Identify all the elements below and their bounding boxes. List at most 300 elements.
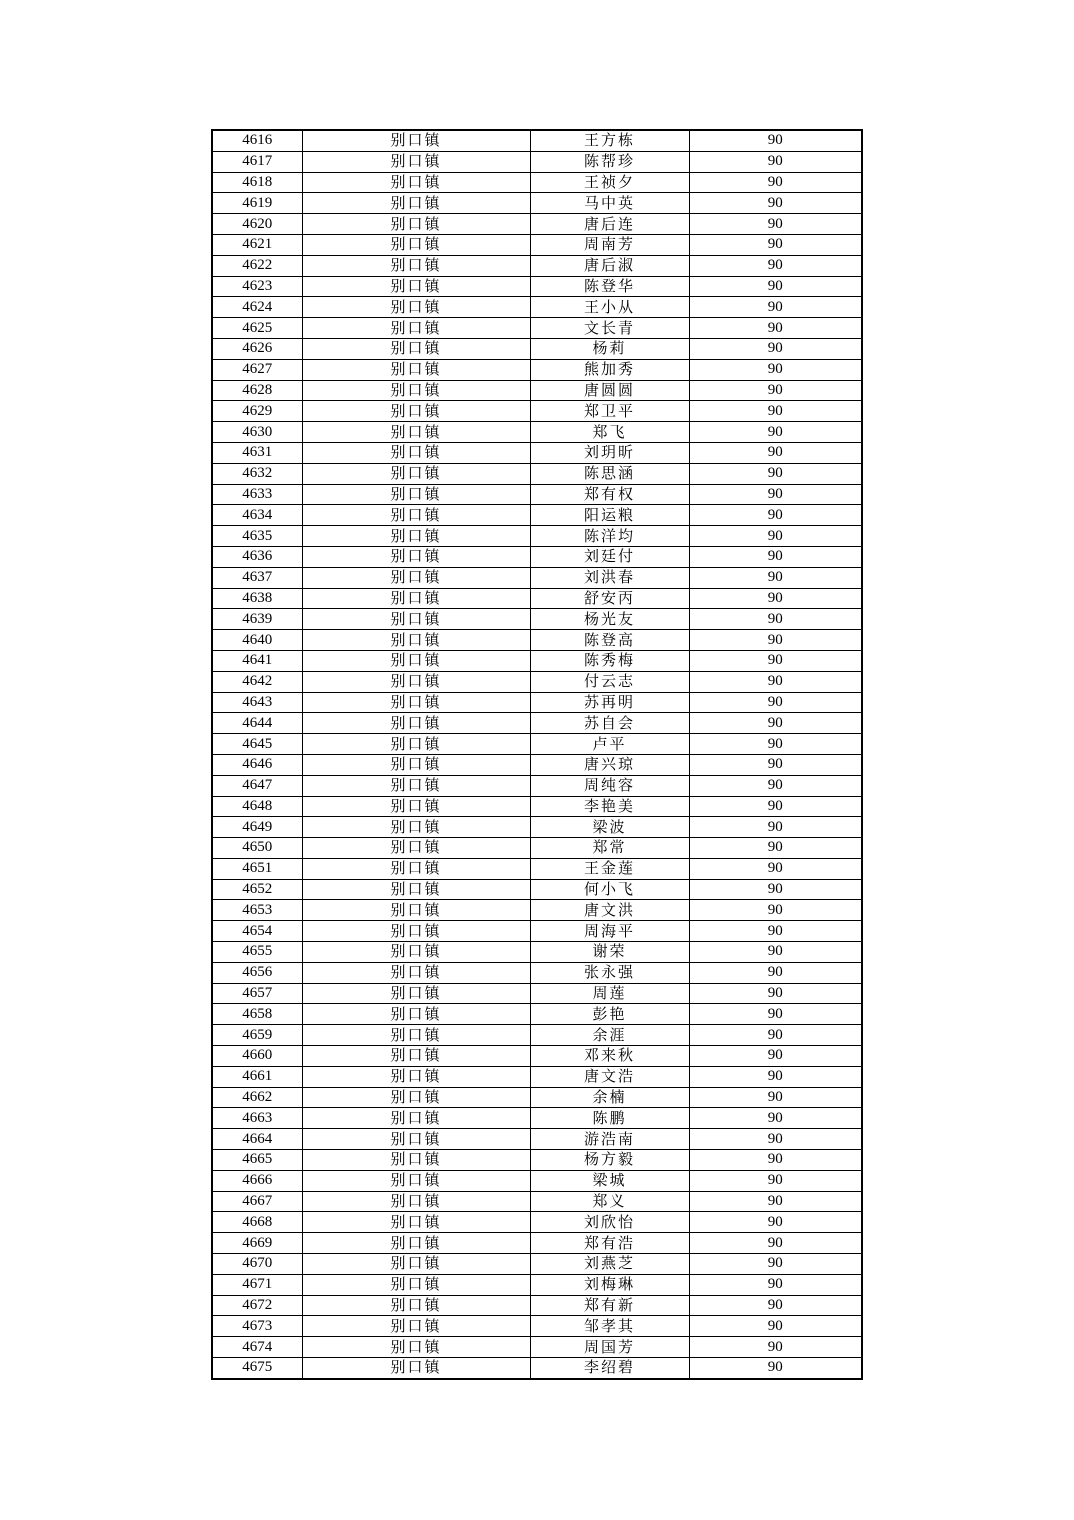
- town-cell: 别口镇: [302, 1316, 530, 1337]
- town-cell: 别口镇: [302, 1129, 530, 1150]
- town-cell: 别口镇: [302, 817, 530, 838]
- row-number-cell: 4665: [212, 1150, 302, 1171]
- row-number-cell: 4662: [212, 1087, 302, 1108]
- name-cell: 唐后连: [530, 214, 689, 235]
- roster-table: [211, 129, 863, 1380]
- name-cell: 刘洪春: [530, 567, 689, 588]
- row-number-cell: 4644: [212, 713, 302, 734]
- row-number-cell: 4622: [212, 255, 302, 276]
- table-row: [212, 942, 862, 963]
- town-cell: 别口镇: [302, 1066, 530, 1087]
- table-row: [212, 1358, 862, 1379]
- name-cell: 刘廷付: [530, 546, 689, 567]
- table-row: [212, 650, 862, 671]
- name-cell: 付云志: [530, 671, 689, 692]
- row-number-cell: 4637: [212, 567, 302, 588]
- name-cell: 郑义: [530, 1191, 689, 1212]
- row-number-cell: 4655: [212, 942, 302, 963]
- table-row: [212, 817, 862, 838]
- score-cell: 90: [689, 526, 862, 547]
- town-cell: 别口镇: [302, 754, 530, 775]
- row-number-cell: 4653: [212, 900, 302, 921]
- table-row: [212, 754, 862, 775]
- town-cell: 别口镇: [302, 401, 530, 422]
- town-cell: 别口镇: [302, 1254, 530, 1275]
- row-number-cell: 4648: [212, 796, 302, 817]
- name-cell: 陈鹏: [530, 1108, 689, 1129]
- row-number-cell: 4646: [212, 754, 302, 775]
- town-cell: 别口镇: [302, 1233, 530, 1254]
- row-number-cell: 4623: [212, 276, 302, 297]
- name-cell: 李艳美: [530, 796, 689, 817]
- town-cell: 别口镇: [302, 942, 530, 963]
- table-row: [212, 796, 862, 817]
- score-cell: 90: [689, 422, 862, 443]
- table-row: [212, 838, 862, 859]
- score-cell: 90: [689, 900, 862, 921]
- table-row: [212, 588, 862, 609]
- table-row: [212, 151, 862, 172]
- table-row: [212, 1170, 862, 1191]
- name-cell: 陈秀梅: [530, 650, 689, 671]
- score-cell: 90: [689, 609, 862, 630]
- row-number-cell: 4657: [212, 983, 302, 1004]
- town-cell: 别口镇: [302, 1108, 530, 1129]
- row-number-cell: 4626: [212, 338, 302, 359]
- name-cell: 郑常: [530, 838, 689, 859]
- table-row: [212, 526, 862, 547]
- town-cell: 别口镇: [302, 526, 530, 547]
- town-cell: 别口镇: [302, 338, 530, 359]
- score-cell: 90: [689, 401, 862, 422]
- row-number-cell: 4675: [212, 1358, 302, 1379]
- row-number-cell: 4636: [212, 546, 302, 567]
- town-cell: 别口镇: [302, 796, 530, 817]
- score-cell: 90: [689, 380, 862, 401]
- name-cell: 刘梅琳: [530, 1274, 689, 1295]
- name-cell: 郑有权: [530, 484, 689, 505]
- row-number-cell: 4669: [212, 1233, 302, 1254]
- row-number-cell: 4631: [212, 442, 302, 463]
- town-cell: 别口镇: [302, 130, 530, 151]
- name-cell: 周南芳: [530, 234, 689, 255]
- town-cell: 别口镇: [302, 546, 530, 567]
- score-cell: 90: [689, 1129, 862, 1150]
- town-cell: 别口镇: [302, 692, 530, 713]
- score-cell: 90: [689, 276, 862, 297]
- name-cell: 唐圆圆: [530, 380, 689, 401]
- row-number-cell: 4627: [212, 359, 302, 380]
- score-cell: 90: [689, 1025, 862, 1046]
- name-cell: 杨光友: [530, 609, 689, 630]
- score-cell: 90: [689, 838, 862, 859]
- town-cell: 别口镇: [302, 151, 530, 172]
- name-cell: 郑飞: [530, 422, 689, 443]
- score-cell: 90: [689, 1233, 862, 1254]
- row-number-cell: 4660: [212, 1046, 302, 1067]
- town-cell: 别口镇: [302, 1274, 530, 1295]
- score-cell: 90: [689, 130, 862, 151]
- town-cell: 别口镇: [302, 1295, 530, 1316]
- table-row: [212, 1025, 862, 1046]
- name-cell: 舒安丙: [530, 588, 689, 609]
- town-cell: 别口镇: [302, 359, 530, 380]
- table-row: [212, 1150, 862, 1171]
- town-cell: 别口镇: [302, 1150, 530, 1171]
- score-cell: 90: [689, 1108, 862, 1129]
- town-cell: 别口镇: [302, 422, 530, 443]
- row-number-cell: 4667: [212, 1191, 302, 1212]
- row-number-cell: 4639: [212, 609, 302, 630]
- name-cell: 王金莲: [530, 858, 689, 879]
- name-cell: 余楠: [530, 1087, 689, 1108]
- score-cell: 90: [689, 442, 862, 463]
- row-number-cell: 4616: [212, 130, 302, 151]
- score-cell: 90: [689, 567, 862, 588]
- town-cell: 别口镇: [302, 588, 530, 609]
- table-row: [212, 401, 862, 422]
- table-row: [212, 255, 862, 276]
- row-number-cell: 4641: [212, 650, 302, 671]
- table-row: [212, 484, 862, 505]
- row-number-cell: 4673: [212, 1316, 302, 1337]
- name-cell: 唐后淑: [530, 255, 689, 276]
- table-row: [212, 297, 862, 318]
- name-cell: 张永强: [530, 962, 689, 983]
- table-row: [212, 921, 862, 942]
- row-number-cell: 4618: [212, 172, 302, 193]
- row-number-cell: 4658: [212, 1004, 302, 1025]
- row-number-cell: 4666: [212, 1170, 302, 1191]
- name-cell: 陈登高: [530, 630, 689, 651]
- score-cell: 90: [689, 817, 862, 838]
- table-row: [212, 193, 862, 214]
- name-cell: 刘玥昕: [530, 442, 689, 463]
- town-cell: 别口镇: [302, 214, 530, 235]
- row-number-cell: 4617: [212, 151, 302, 172]
- row-number-cell: 4630: [212, 422, 302, 443]
- row-number-cell: 4650: [212, 838, 302, 859]
- table-row: [212, 130, 862, 151]
- table-row: [212, 442, 862, 463]
- town-cell: 别口镇: [302, 484, 530, 505]
- score-cell: 90: [689, 1150, 862, 1171]
- table-row: [212, 214, 862, 235]
- score-cell: 90: [689, 193, 862, 214]
- town-cell: 别口镇: [302, 172, 530, 193]
- town-cell: 别口镇: [302, 318, 530, 339]
- row-number-cell: 4629: [212, 401, 302, 422]
- score-cell: 90: [689, 754, 862, 775]
- score-cell: 90: [689, 921, 862, 942]
- name-cell: 刘欣怡: [530, 1212, 689, 1233]
- table-row: [212, 318, 862, 339]
- town-cell: 别口镇: [302, 1046, 530, 1067]
- town-cell: 别口镇: [302, 1191, 530, 1212]
- town-cell: 别口镇: [302, 775, 530, 796]
- row-number-cell: 4632: [212, 463, 302, 484]
- score-cell: 90: [689, 692, 862, 713]
- score-cell: 90: [689, 671, 862, 692]
- name-cell: 文长青: [530, 318, 689, 339]
- score-cell: 90: [689, 962, 862, 983]
- name-cell: 周莲: [530, 983, 689, 1004]
- name-cell: 陈洋均: [530, 526, 689, 547]
- score-cell: 90: [689, 484, 862, 505]
- table-row: [212, 1066, 862, 1087]
- row-number-cell: 4670: [212, 1254, 302, 1275]
- name-cell: 郑卫平: [530, 401, 689, 422]
- name-cell: 周海平: [530, 921, 689, 942]
- score-cell: 90: [689, 1274, 862, 1295]
- score-cell: 90: [689, 1295, 862, 1316]
- name-cell: 唐文浩: [530, 1066, 689, 1087]
- row-number-cell: 4661: [212, 1066, 302, 1087]
- town-cell: 别口镇: [302, 234, 530, 255]
- town-cell: 别口镇: [302, 1025, 530, 1046]
- row-number-cell: 4628: [212, 380, 302, 401]
- town-cell: 别口镇: [302, 193, 530, 214]
- row-number-cell: 4654: [212, 921, 302, 942]
- table-row: [212, 1295, 862, 1316]
- table-row: [212, 962, 862, 983]
- town-cell: 别口镇: [302, 297, 530, 318]
- score-cell: 90: [689, 151, 862, 172]
- name-cell: 苏自会: [530, 713, 689, 734]
- roster-table-body: [212, 130, 862, 1379]
- row-number-cell: 4664: [212, 1129, 302, 1150]
- name-cell: 唐文洪: [530, 900, 689, 921]
- name-cell: 邹孝其: [530, 1316, 689, 1337]
- table-row: [212, 1129, 862, 1150]
- row-number-cell: 4652: [212, 879, 302, 900]
- name-cell: 周国芳: [530, 1337, 689, 1358]
- score-cell: 90: [689, 1358, 862, 1379]
- score-cell: 90: [689, 588, 862, 609]
- table-row: [212, 1004, 862, 1025]
- row-number-cell: 4624: [212, 297, 302, 318]
- town-cell: 别口镇: [302, 442, 530, 463]
- town-cell: 别口镇: [302, 630, 530, 651]
- town-cell: 别口镇: [302, 962, 530, 983]
- score-cell: 90: [689, 983, 862, 1004]
- name-cell: 王小从: [530, 297, 689, 318]
- name-cell: 彭艳: [530, 1004, 689, 1025]
- table-row: [212, 567, 862, 588]
- name-cell: 王方栋: [530, 130, 689, 151]
- row-number-cell: 4674: [212, 1337, 302, 1358]
- row-number-cell: 4620: [212, 214, 302, 235]
- row-number-cell: 4647: [212, 775, 302, 796]
- row-number-cell: 4651: [212, 858, 302, 879]
- score-cell: 90: [689, 734, 862, 755]
- score-cell: 90: [689, 630, 862, 651]
- table-row: [212, 713, 862, 734]
- table-row: [212, 1233, 862, 1254]
- table-row: [212, 692, 862, 713]
- score-cell: 90: [689, 1316, 862, 1337]
- name-cell: 陈思涵: [530, 463, 689, 484]
- score-cell: 90: [689, 297, 862, 318]
- table-row: [212, 1191, 862, 1212]
- table-row: [212, 900, 862, 921]
- town-cell: 别口镇: [302, 380, 530, 401]
- table-row: [212, 879, 862, 900]
- score-cell: 90: [689, 858, 862, 879]
- town-cell: 别口镇: [302, 1337, 530, 1358]
- town-cell: 别口镇: [302, 276, 530, 297]
- table-row: [212, 1108, 862, 1129]
- row-number-cell: 4625: [212, 318, 302, 339]
- town-cell: 别口镇: [302, 983, 530, 1004]
- score-cell: 90: [689, 1337, 862, 1358]
- name-cell: 郑有新: [530, 1295, 689, 1316]
- score-cell: 90: [689, 255, 862, 276]
- name-cell: 熊加秀: [530, 359, 689, 380]
- score-cell: 90: [689, 650, 862, 671]
- town-cell: 别口镇: [302, 858, 530, 879]
- name-cell: 郑有浩: [530, 1233, 689, 1254]
- table-row: [212, 734, 862, 755]
- score-cell: 90: [689, 463, 862, 484]
- row-number-cell: 4672: [212, 1295, 302, 1316]
- row-number-cell: 4619: [212, 193, 302, 214]
- town-cell: 别口镇: [302, 1087, 530, 1108]
- name-cell: 唐兴琼: [530, 754, 689, 775]
- table-row: [212, 1254, 862, 1275]
- table-row: [212, 983, 862, 1004]
- town-cell: 别口镇: [302, 879, 530, 900]
- table-row: [212, 359, 862, 380]
- name-cell: 谢荣: [530, 942, 689, 963]
- row-number-cell: 4633: [212, 484, 302, 505]
- table-row: [212, 234, 862, 255]
- town-cell: 别口镇: [302, 255, 530, 276]
- town-cell: 别口镇: [302, 900, 530, 921]
- table-row: [212, 1274, 862, 1295]
- score-cell: 90: [689, 1254, 862, 1275]
- score-cell: 90: [689, 172, 862, 193]
- row-number-cell: 4638: [212, 588, 302, 609]
- town-cell: 别口镇: [302, 567, 530, 588]
- score-cell: 90: [689, 1004, 862, 1025]
- table-row: [212, 1087, 862, 1108]
- name-cell: 阳运粮: [530, 505, 689, 526]
- name-cell: 邓来秋: [530, 1046, 689, 1067]
- town-cell: 别口镇: [302, 713, 530, 734]
- town-cell: 别口镇: [302, 671, 530, 692]
- town-cell: 别口镇: [302, 1004, 530, 1025]
- table-row: [212, 380, 862, 401]
- row-number-cell: 4643: [212, 692, 302, 713]
- town-cell: 别口镇: [302, 838, 530, 859]
- row-number-cell: 4649: [212, 817, 302, 838]
- row-number-cell: 4645: [212, 734, 302, 755]
- name-cell: 周纯容: [530, 775, 689, 796]
- score-cell: 90: [689, 214, 862, 235]
- row-number-cell: 4634: [212, 505, 302, 526]
- score-cell: 90: [689, 505, 862, 526]
- name-cell: 刘燕芝: [530, 1254, 689, 1275]
- name-cell: 杨方毅: [530, 1150, 689, 1171]
- table-row: [212, 505, 862, 526]
- score-cell: 90: [689, 234, 862, 255]
- row-number-cell: 4640: [212, 630, 302, 651]
- name-cell: 何小飞: [530, 879, 689, 900]
- score-cell: 90: [689, 1046, 862, 1067]
- name-cell: 游浩南: [530, 1129, 689, 1150]
- row-number-cell: 4671: [212, 1274, 302, 1295]
- name-cell: 卢平: [530, 734, 689, 755]
- table-row: [212, 1337, 862, 1358]
- town-cell: 别口镇: [302, 505, 530, 526]
- name-cell: 王祯夕: [530, 172, 689, 193]
- row-number-cell: 4668: [212, 1212, 302, 1233]
- table-row: [212, 1046, 862, 1067]
- score-cell: 90: [689, 1212, 862, 1233]
- name-cell: 梁城: [530, 1170, 689, 1191]
- table-row: [212, 463, 862, 484]
- score-cell: 90: [689, 942, 862, 963]
- table-row: [212, 1212, 862, 1233]
- row-number-cell: 4663: [212, 1108, 302, 1129]
- row-number-cell: 4656: [212, 962, 302, 983]
- score-cell: 90: [689, 879, 862, 900]
- town-cell: 别口镇: [302, 1170, 530, 1191]
- score-cell: 90: [689, 546, 862, 567]
- table-row: [212, 858, 862, 879]
- score-cell: 90: [689, 318, 862, 339]
- table-row: [212, 775, 862, 796]
- town-cell: 别口镇: [302, 463, 530, 484]
- table-row: [212, 630, 862, 651]
- table-row: [212, 276, 862, 297]
- name-cell: 马中英: [530, 193, 689, 214]
- town-cell: 别口镇: [302, 1212, 530, 1233]
- name-cell: 李绍碧: [530, 1358, 689, 1379]
- row-number-cell: 4621: [212, 234, 302, 255]
- name-cell: 杨莉: [530, 338, 689, 359]
- town-cell: 别口镇: [302, 1358, 530, 1379]
- name-cell: 陈帮珍: [530, 151, 689, 172]
- town-cell: 别口镇: [302, 609, 530, 630]
- table-row: [212, 609, 862, 630]
- score-cell: 90: [689, 1170, 862, 1191]
- town-cell: 别口镇: [302, 650, 530, 671]
- name-cell: 余涯: [530, 1025, 689, 1046]
- name-cell: 梁波: [530, 817, 689, 838]
- score-cell: 90: [689, 775, 862, 796]
- row-number-cell: 4659: [212, 1025, 302, 1046]
- name-cell: 苏再明: [530, 692, 689, 713]
- name-cell: 陈登华: [530, 276, 689, 297]
- row-number-cell: 4635: [212, 526, 302, 547]
- table-row: [212, 422, 862, 443]
- table-row: [212, 546, 862, 567]
- table-row: [212, 1316, 862, 1337]
- table-row: [212, 671, 862, 692]
- score-cell: 90: [689, 359, 862, 380]
- score-cell: 90: [689, 713, 862, 734]
- row-number-cell: 4642: [212, 671, 302, 692]
- table-row: [212, 172, 862, 193]
- score-cell: 90: [689, 338, 862, 359]
- table-row: [212, 338, 862, 359]
- town-cell: 别口镇: [302, 921, 530, 942]
- score-cell: 90: [689, 1087, 862, 1108]
- score-cell: 90: [689, 1066, 862, 1087]
- score-cell: 90: [689, 796, 862, 817]
